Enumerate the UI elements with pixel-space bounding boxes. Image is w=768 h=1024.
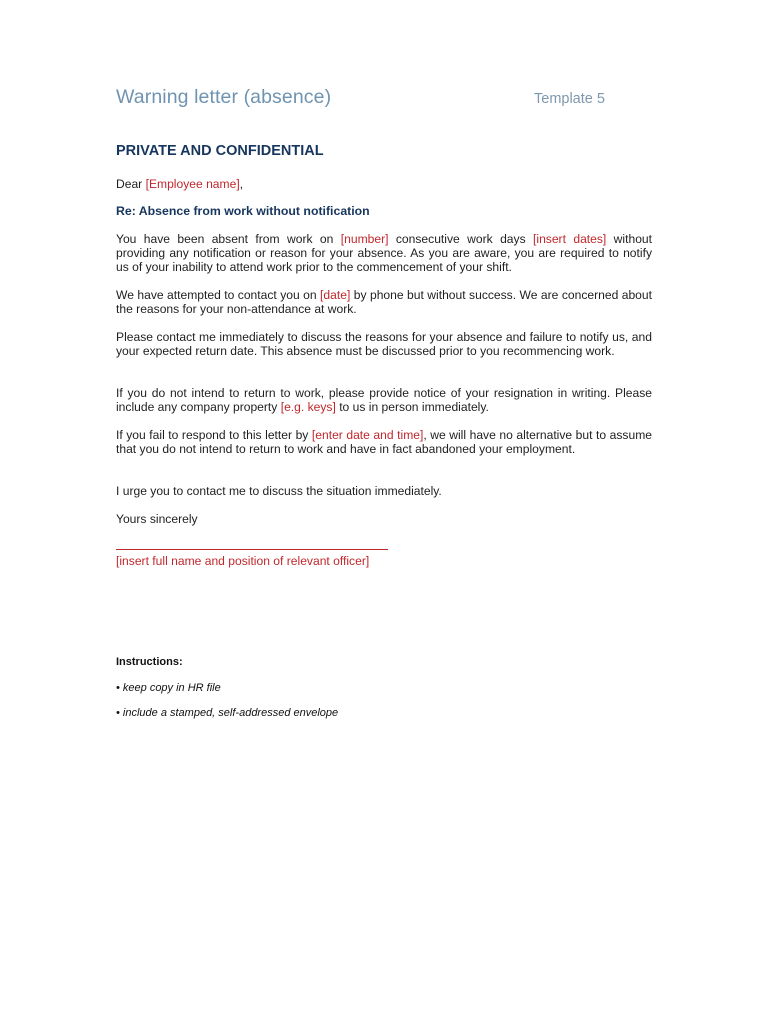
p4-text-a: If you do not intend to return to work, please provide notice of your resignation in writing. Please include any company property [116,386,652,414]
salutation [116,177,652,191]
paragraph-abandonment [116,428,652,456]
paragraph-resignation [116,386,652,414]
p2-text-b: by phone but without success. We are concerned about the reasons for your non-attendance at work. [116,288,652,316]
instructions-title: Instructions: [116,656,183,668]
paragraph-contact-request: Please contact me immediately to discuss the reasons for your absence and failure to notify us, and your expected return date. This absence must be discussed prior to you recommencing work. [116,330,652,358]
number-placeholder: [number] [340,232,389,246]
signature-line [116,549,388,550]
date-placeholder: [date] [320,288,351,302]
template-label: Template 5 [534,91,605,107]
salutation-suffix: , [239,177,244,191]
signature-placeholder: [insert full name and position of relevant officer] [116,554,370,568]
instruction-item: • keep copy in HR file [116,682,221,694]
paragraph-urge: I urge you to contact me to discuss the situation immediately. [116,484,442,498]
paragraph-absence [116,232,652,274]
subject-line: Re: Absence from work without notification [116,204,370,218]
closing: Yours sincerely [116,512,198,526]
deadline-placeholder: [enter date and time] [311,428,424,442]
dates-placeholder: [insert dates] [533,232,607,246]
employee-name-placeholder: [Employee name] [145,177,240,191]
p4-text-b: to us in person immediately. [335,400,489,414]
p2-text-a: We have attempted to contact you on [116,288,321,302]
p1-text-b: consecutive work days [388,232,534,246]
document-title: Warning letter (absence) [116,86,332,108]
p1-text-a: You have been absent from work on [116,232,341,246]
p5-text-b: , we will have no alternative but to assume that you do not intend to return to work and have in fact abandoned your employment. [116,428,652,456]
property-placeholder: [e.g. keys] [280,400,336,414]
confidential-heading: PRIVATE AND CONFIDENTIAL [116,143,324,159]
p1-text-c: without providing any notification or reason for your absence. As you are aware, you are required to notify us of your inability to attend work prior to the commencement of your shift. [116,232,653,274]
instruction-item: • include a stamped, self-addressed envelope [116,707,339,719]
paragraph-contact-attempt [116,288,652,316]
p5-text-a: If you fail to respond to this letter by [116,428,312,442]
salutation-prefix: Dear [116,177,146,191]
